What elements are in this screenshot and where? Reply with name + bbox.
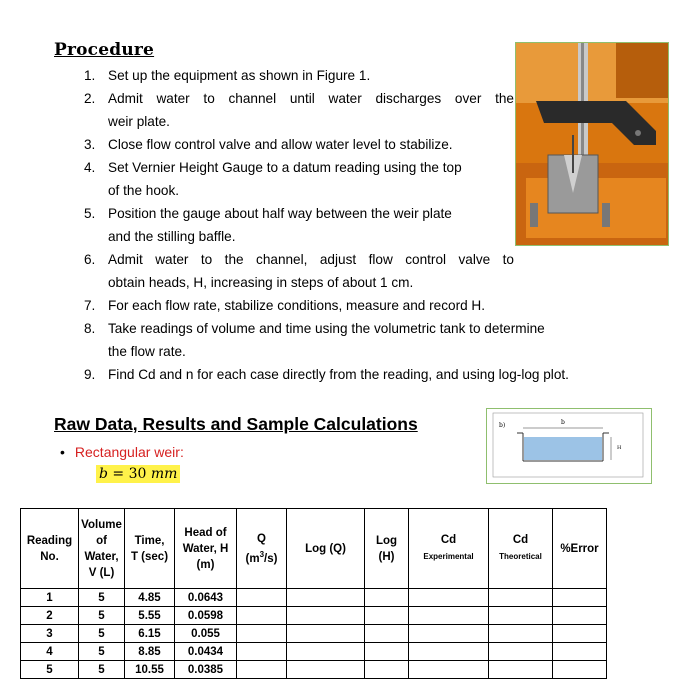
- cell-error: [553, 661, 607, 679]
- cell-reading-no: 1: [21, 589, 79, 607]
- cell-log-q: [287, 643, 365, 661]
- cell-log-q: [287, 661, 365, 679]
- step-number: 8.: [84, 321, 96, 336]
- header-reading-no: Reading No.: [21, 509, 79, 589]
- cell-volume: 5: [79, 661, 125, 679]
- equipment-photo: [515, 42, 669, 246]
- cell-log-q: [287, 607, 365, 625]
- fig-label-b-paren: b): [499, 422, 506, 429]
- bullet-dot: •: [60, 444, 65, 460]
- cell-reading-no: 3: [21, 625, 79, 643]
- procedure-step: [84, 202, 514, 248]
- step-text: Admit water to the channel, adjust flow control valve to: [108, 252, 514, 267]
- formula-value: = 30: [107, 466, 151, 482]
- cell-log-h: [365, 661, 409, 679]
- cell-error: [553, 625, 607, 643]
- table-row: [21, 607, 607, 625]
- header-log-h: Log (H): [365, 509, 409, 589]
- cell-q: [237, 625, 287, 643]
- step-number: 3.: [84, 137, 96, 152]
- cell-cd-theo: [489, 607, 553, 625]
- header-error: %Error: [553, 509, 607, 589]
- cell-q: [237, 643, 287, 661]
- header-cd-experimental: Cd Experimental: [409, 509, 489, 589]
- cell-q: [237, 607, 287, 625]
- procedure-step: [84, 317, 648, 363]
- step-text: Find Cd and n for each case directly from the reading, and using log-log plot.: [108, 367, 569, 382]
- weir-width-formula: [96, 465, 180, 483]
- cell-head: 0.0385: [175, 661, 237, 679]
- procedure-step: [84, 87, 514, 133]
- cell-head: 0.0643: [175, 589, 237, 607]
- step-text-continued: weir plate.: [108, 114, 170, 129]
- cell-time: 6.15: [125, 625, 175, 643]
- cell-error: [553, 589, 607, 607]
- table-row: [21, 625, 607, 643]
- cell-log-h: [365, 643, 409, 661]
- formula-variable: b: [99, 466, 108, 482]
- cell-volume: 5: [79, 643, 125, 661]
- cell-log-h: [365, 625, 409, 643]
- procedure-step: [84, 294, 648, 317]
- step-text-continued: obtain heads, H, increasing in steps of about 1 cm.: [108, 275, 414, 290]
- procedure-step: [84, 64, 514, 87]
- step-text: Set Vernier Height Gauge to a datum reading using the top: [108, 160, 462, 175]
- cell-time: 10.55: [125, 661, 175, 679]
- step-text-continued: and the stilling baffle.: [108, 229, 236, 244]
- step-number: 9.: [84, 367, 96, 382]
- cell-error: [553, 643, 607, 661]
- cell-reading-no: 4: [21, 643, 79, 661]
- cell-error: [553, 607, 607, 625]
- procedure-step: [84, 248, 514, 294]
- procedure-step: [84, 156, 514, 202]
- procedure-title: Procedure: [54, 40, 155, 60]
- step-text: Admit water to channel until water discharges over the: [108, 91, 514, 106]
- step-text: Take readings of volume and time using the volumetric tank to determine: [108, 321, 545, 336]
- cell-cd-theo: [489, 643, 553, 661]
- fig-label-h: H: [617, 445, 622, 451]
- weir-type-bullet: [60, 444, 184, 460]
- step-number: 2.: [84, 91, 96, 106]
- cell-volume: 5: [79, 625, 125, 643]
- cell-cd-exp: [409, 589, 489, 607]
- procedure-steps: [84, 64, 569, 386]
- cell-cd-exp: [409, 625, 489, 643]
- header-log-q: Log (Q): [287, 509, 365, 589]
- cell-cd-exp: [409, 661, 489, 679]
- cell-q: [237, 589, 287, 607]
- table-row: [21, 589, 607, 607]
- cell-time: 8.85: [125, 643, 175, 661]
- cell-cd-exp: [409, 607, 489, 625]
- cell-log-h: [365, 589, 409, 607]
- step-text: Close flow control valve and allow water level to stabilize.: [108, 137, 453, 152]
- weir-figure: [486, 408, 652, 484]
- cell-cd-theo: [489, 625, 553, 643]
- header-q: Q $(m^3/s)$: [237, 509, 287, 589]
- cell-time: 5.55: [125, 607, 175, 625]
- cell-reading-no: 5: [21, 661, 79, 679]
- weir-apparatus-image: [516, 43, 668, 245]
- cell-log-h: [365, 607, 409, 625]
- step-text: Set up the equipment as shown in Figure 1.: [108, 68, 371, 83]
- procedure-step: [84, 133, 514, 156]
- step-text-continued: of the hook.: [108, 183, 180, 198]
- header-cd-theoretical: Cd Theoretical: [489, 509, 553, 589]
- cell-cd-theo: [489, 589, 553, 607]
- cell-log-q: [287, 625, 365, 643]
- step-number: 1.: [84, 68, 96, 83]
- step-number: 7.: [84, 298, 96, 313]
- table-row: [21, 661, 607, 679]
- header-time: Time, T (sec): [125, 509, 175, 589]
- cell-reading-no: 2: [21, 607, 79, 625]
- cell-q: [237, 661, 287, 679]
- cell-head: 0.0598: [175, 607, 237, 625]
- weir-cross-section-diagram: [487, 409, 651, 483]
- header-head: Head of Water, H (m): [175, 509, 237, 589]
- step-text: Position the gauge about half way between the weir plate: [108, 206, 452, 221]
- step-text-continued: the flow rate.: [108, 344, 186, 359]
- cell-volume: 5: [79, 607, 125, 625]
- step-number: 6.: [84, 252, 96, 267]
- water-area: [524, 437, 602, 460]
- step-number: 4.: [84, 160, 96, 175]
- fig-label-b: b: [561, 419, 565, 426]
- header-volume: Volume of Water, V (L): [79, 509, 125, 589]
- procedure-step: [84, 363, 648, 386]
- cell-cd-exp: [409, 643, 489, 661]
- cell-volume: 5: [79, 589, 125, 607]
- raw-data-table: [20, 508, 607, 679]
- weir-type-label: Rectangular weir:: [74, 444, 184, 460]
- table-row: [21, 643, 607, 661]
- step-text: For each flow rate, stabilize conditions, measure and record H.: [108, 298, 486, 313]
- cell-head: 0.055: [175, 625, 237, 643]
- cell-head: 0.0434: [175, 643, 237, 661]
- cell-cd-theo: [489, 661, 553, 679]
- formula-unit: mm: [150, 466, 178, 482]
- step-number: 5.: [84, 206, 96, 221]
- cell-time: 4.85: [125, 589, 175, 607]
- cell-log-q: [287, 589, 365, 607]
- raw-data-title: Raw Data, Results and Sample Calculations: [54, 414, 418, 434]
